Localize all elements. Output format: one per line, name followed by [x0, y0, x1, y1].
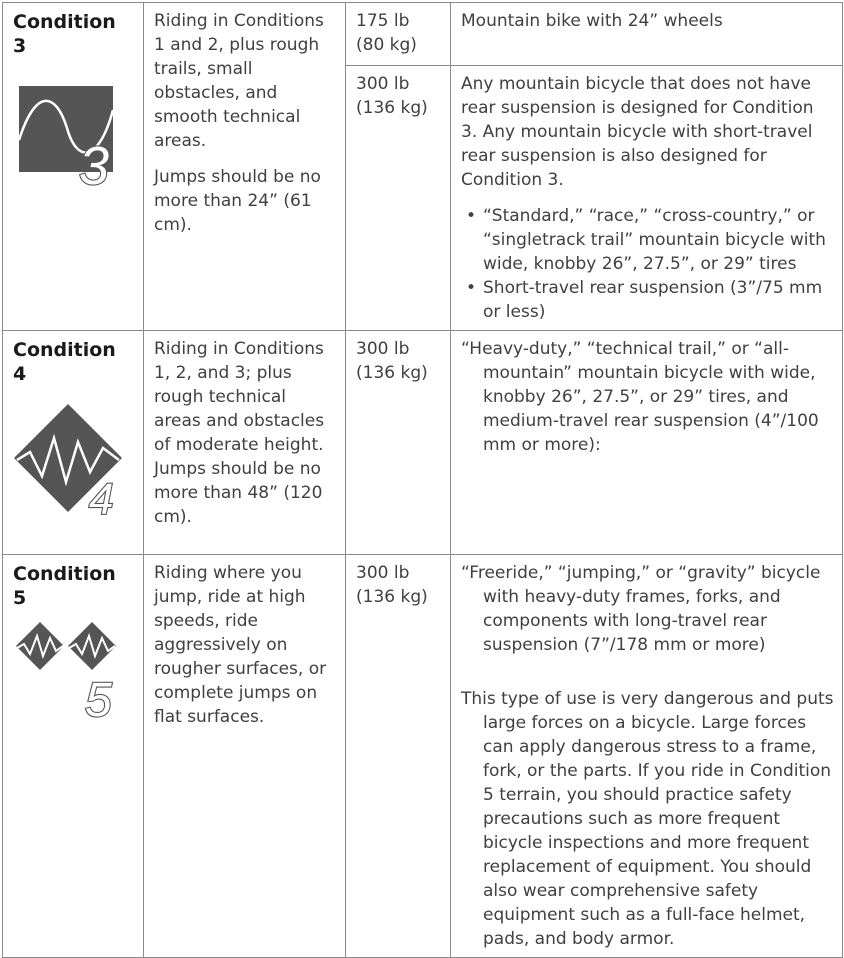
- description-text: Jumps should be no more than 24” (61 cm).: [154, 167, 321, 235]
- list-item: • “Standard,” “race,” “cross-country,” or “singletrack trail” mountain bicycle with wide, knobby 26”, 27.5”, or 29” tires: [461, 204, 834, 276]
- condition-3-icon: [15, 80, 125, 190]
- max-weight: 300 lb (136 kg): [356, 563, 428, 607]
- list-item: • Short-travel rear suspension (3”/75 mm or less): [461, 276, 834, 324]
- condition-cell: [3, 331, 144, 555]
- condition-title: Condition 3: [13, 11, 116, 57]
- description-cell: [144, 331, 346, 555]
- bike-cell: [451, 66, 843, 331]
- condition-title: Condition 5: [13, 563, 116, 609]
- table-row: [3, 331, 843, 555]
- description-text: Riding in Conditions 1, 2, and 3; plus rough technical areas and obstacles of moderate height. Jumps should be no more than 48” (120 cm).: [154, 339, 325, 527]
- bike-cell: [451, 331, 843, 555]
- weight-cell: [346, 555, 451, 958]
- max-weight: 300 lb (136 kg): [356, 74, 428, 118]
- bike-type-text: Mountain bike with 24” wheels: [461, 11, 723, 31]
- bike-type-text: Any mountain bicycle that does not have rear suspension is designed for Condition 3. Any mountain bicycle with short-travel rear suspension is also designed for Condition 3.: [461, 74, 814, 190]
- condition-icon-number: 5: [85, 674, 112, 718]
- table-row: [3, 555, 843, 958]
- max-weight: 300 lb (136 kg): [356, 339, 428, 383]
- condition-cell: [3, 3, 144, 331]
- bike-type-text: “Heavy-duty,” “technical trail,” or “all-mountain” mountain bicycle with wide, knobby 26”, 27.5”, or 29” tires, and medium-travel rear suspension (4”/100 mm or more):: [461, 339, 819, 455]
- condition-5-icon: [13, 618, 133, 718]
- bike-cell: [451, 555, 843, 958]
- bike-feature-list: [461, 204, 834, 324]
- weight-cell: [346, 66, 451, 331]
- condition-cell: [3, 555, 144, 958]
- safety-warning-text: This type of use is very dangerous and puts large forces on a bicycle. Large forces can apply dangerous stress to a frame, fork, or the parts. If you ride in Condition 5 terrain, you should practice safety precautions such as more frequent bicycle inspections and more frequent replacement of equipment. You should also wear comprehensive safety equipment such as a full-face helmet, pads, and body armor.: [461, 689, 834, 949]
- description-text: Riding where you jump, ride at high speeds, ride aggressively on rougher surfaces, or complete jumps on flat surfaces.: [154, 563, 327, 727]
- description-cell: [144, 555, 346, 958]
- condition-icon-number: 4: [89, 475, 114, 520]
- condition-icon-number: 3: [79, 136, 110, 190]
- conditions-table: [2, 2, 843, 958]
- bike-cell: [451, 3, 843, 66]
- table-row: [3, 3, 843, 66]
- max-weight: 175 lb (80 kg): [356, 11, 417, 55]
- condition-title: Condition 4: [13, 339, 116, 385]
- description-cell: [144, 3, 346, 331]
- description-text: Riding in Conditions 1 and 2, plus rough trails, small obstacles, and smooth technical areas.: [154, 11, 324, 151]
- weight-cell: [346, 3, 451, 66]
- bike-type-text: “Freeride,” “jumping,” or “gravity” bicycle with heavy-duty frames, forks, and components with long-travel rear suspension (7”/178 mm or more): [461, 563, 821, 655]
- condition-4-icon: [13, 400, 133, 520]
- weight-cell: [346, 331, 451, 555]
